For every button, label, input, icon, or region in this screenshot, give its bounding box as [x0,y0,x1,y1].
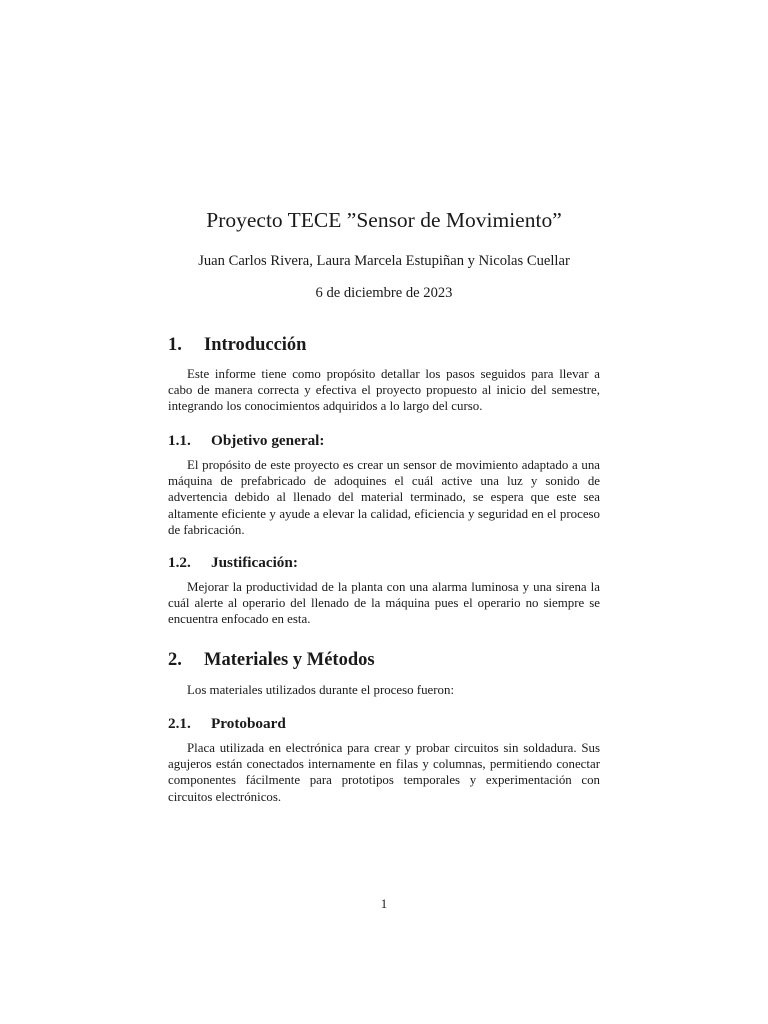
paragraph-materiales: Los materiales utilizados durante el proceso fueron: [187,683,455,697]
paper-date: 6 de diciembre de 2023 [315,285,453,301]
subsection-title: Protoboard [211,715,286,732]
subsection-title: Justificación: [211,554,298,571]
section-number: 2. [168,650,182,670]
subsection-heading-objetivo-general [168,431,600,451]
paragraph-justificacion: Mejorar la productividad de la planta con una alarma luminosa y una sirena la cuál alerte al operario del llenado de la máquina pues el operario no siempre se encuentra enfocado en esta. [168,580,600,627]
page-number: 1 [380,897,388,911]
paragraph-objetivo-general: El propósito de este proyecto es crear un sensor de movimiento adaptado a una máquina de prefabricado de adoquines el cuál active una luz y sonido de advertencia debido al llenado del material terminado, se espera que este sea altamente eficiente y ayude a elevar la calidad, eficiencia y seguridad en el proceso de fabricación. [168,458,600,537]
section-number: 1. [168,335,182,355]
section-heading-introduccion [168,333,600,357]
subsection-number: 1.1. [168,432,191,449]
section-title: Materiales y Métodos [204,650,375,670]
paragraph-introduccion: Este informe tiene como propósito detallar los pasos seguidos para llevar a cabo de manera correcta y efectiva el proyecto propuesto al inicio del semestre, integrando los conocimientos adquiridos a lo largo del curso. [168,367,600,414]
paper-authors: Juan Carlos Rivera, Laura Marcela Estupiñan y Nicolas Cuellar [198,253,570,269]
section-heading-materiales-y-metodos [168,648,600,672]
paragraph-protoboard: Placa utilizada en electrónica para crear y probar circuitos sin soldadura. Sus agujeros están conectados internamente en filas y columnas, permitiendo conectar componentes fácilmente para prototipos temporales y experimentación con circuitos electrónicos. [168,741,600,804]
subsection-number: 1.2. [168,554,191,571]
subsection-heading-justificacion [168,553,600,573]
section-title: Introducción [204,335,307,355]
subsection-number: 2.1. [168,715,191,732]
paper-title: Proyecto TECE ”Sensor de Movimiento” [206,208,562,232]
subsection-title: Objetivo general: [211,432,325,449]
subsection-heading-protoboard [168,714,600,734]
